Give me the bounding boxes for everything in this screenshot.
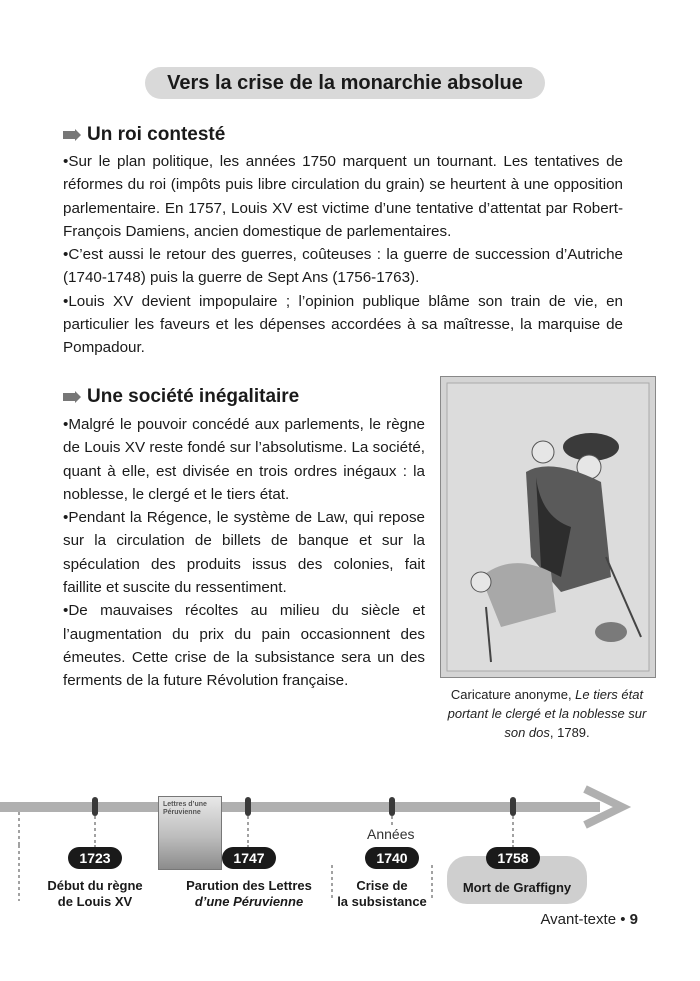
year-badge: 1747 bbox=[222, 847, 276, 869]
timeline-event-label: Début du règne de Louis XV bbox=[47, 878, 143, 909]
section-heading-societe-inegalitaire: Une société inégalitaire bbox=[63, 386, 299, 408]
image-caption: Caricature anonyme, Le tiers état portant le clergé et la noblesse sur son dos, 1789. bbox=[447, 687, 647, 740]
section-heading-roi-conteste: Un roi contesté bbox=[63, 124, 225, 146]
paragraph: •De mauvaises récoltes au milieu du siècle et l’augmentation du prix du pain occasionnent des émeutes. Cette crise de la subsistance sera un des ferments de la future Révolution française. bbox=[63, 602, 425, 690]
page-title: Vers la crise de la monarchie absolue bbox=[145, 67, 545, 99]
page-footer: Avant-texte • 9 bbox=[540, 911, 638, 928]
caricature-image bbox=[440, 376, 656, 678]
paragraph: •C’est aussi le retour des guerres, coûteuses : la guerre de succession d’Autriche (1740-1748) puis la guerre de Sept Ans (1756-1763). bbox=[63, 246, 623, 287]
section1-body bbox=[63, 150, 623, 360]
timeline-event-label: Crise de la subsistance bbox=[337, 878, 427, 909]
paragraph: •Sur le plan politique, les années 1750 marquent un tournant. Les tentatives de réformes du roi (impôts puis libre circulation du grain) se heurtent à une opposition parlementaire. En 1757, Louis XV est victime d’une tentative d’attentat par Robert-François Damiens, ancien domestique de parlementaires. bbox=[63, 153, 623, 240]
arrow-right-icon bbox=[63, 129, 81, 141]
paragraph: •Pendant la Régence, le système de Law, qui repose sur la circulation de billets de banque et sur la spéculation des produits issus des colonies, fait faillite et suscite du ressentiment. bbox=[63, 509, 425, 597]
timeline-line bbox=[0, 775, 700, 845]
timeline-event-label: Mort de Graffigny bbox=[462, 880, 572, 895]
paragraph: •Louis XV devient impopulaire ; l’opinion publique blâme son train de vie, en particulier les faveurs et les dépenses accordées à sa maîtresse, la marquise de Pompadour. bbox=[63, 292, 623, 357]
section2-body bbox=[63, 413, 425, 693]
caricature-drawing bbox=[441, 377, 655, 677]
book-cover-image: Lettres d’une Péruvienne bbox=[158, 796, 222, 870]
arrow-right-icon bbox=[63, 391, 81, 403]
year-badge: 1740 bbox=[365, 847, 419, 869]
annees-label: Années bbox=[367, 826, 415, 842]
paragraph: •Malgré le pouvoir concédé aux parlements, le règne de Louis XV reste fondé sur l’absolutisme. La société, quant à elle, est divisée en trois ordres inégaux : la noblesse, le clergé et le tiers état. bbox=[63, 416, 425, 503]
year-badge: 1723 bbox=[68, 847, 122, 869]
timeline-event-label: Parution des Lettres d’une Péruvienne bbox=[186, 878, 312, 909]
year-badge: 1758 bbox=[486, 847, 540, 869]
